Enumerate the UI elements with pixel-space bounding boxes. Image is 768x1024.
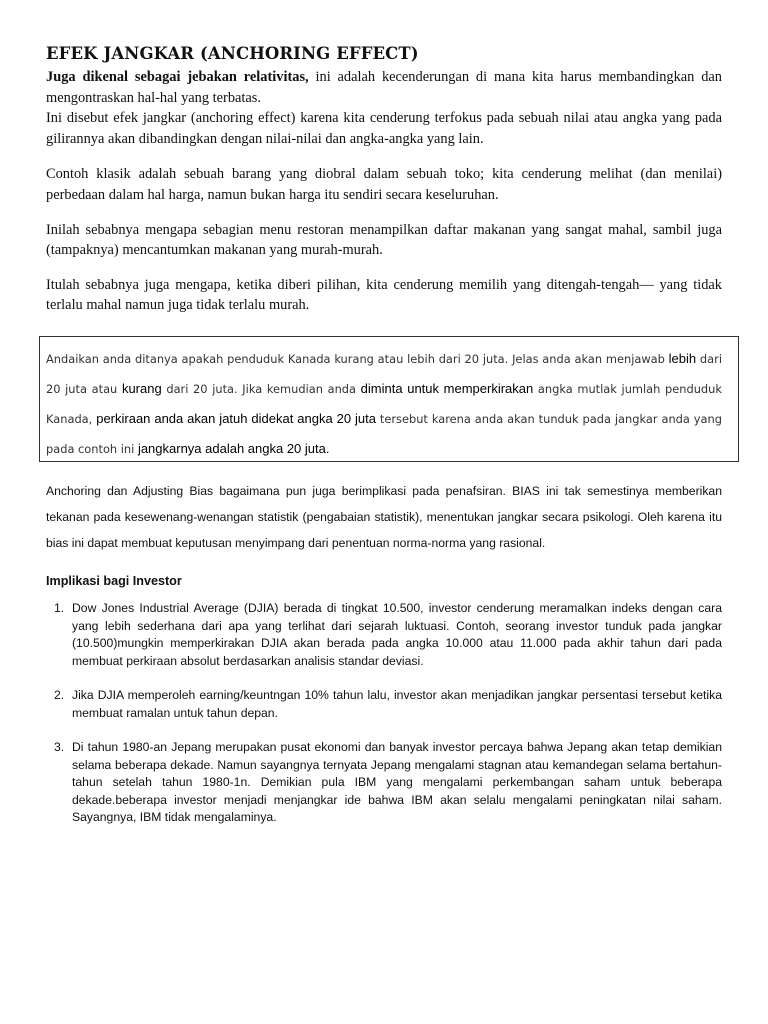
- box-highlight-lebih: lebih: [668, 351, 697, 366]
- box-text-4: angka mutlak jumlah penduduk Kanada,: [46, 382, 722, 426]
- list-item-number: 1.: [54, 601, 65, 615]
- box-highlight-kurang: kurang: [121, 381, 162, 396]
- box-text-5: tersebut karena anda akan tunduk pada jangkar anda yang pada contoh ini: [46, 412, 722, 456]
- intro-lead: Juga dikenal sebagai jebakan relativitas,: [46, 69, 309, 85]
- implikasi-list: [46, 600, 722, 827]
- list-item: [46, 739, 722, 827]
- list-item: [46, 600, 722, 670]
- list-item-text: Dow Jones Industrial Average (DJIA) berada di tingkat 10.500, investor cenderung meramalkan indeks dengan cara yang lebih sederhana dari apa yang terlihat dari sejarah luktuasi. Contoh, seorang investor tunduk pada jangkar (10.500)mungkin memperkirakan DJIA akan berada pada angka 10.000 atau 11.000 pada akhir tahun dari pada membuat perkiraan absolut berdasarkan analisis standar deviasi.: [72, 601, 722, 668]
- intro-paragraph: [46, 67, 722, 149]
- paragraph-contoh: Contoh klasik adalah sebuah barang yang diobral dalam sebuah toko; kita cenderung melihat (dan menilai) perbedaan dalam hal harga, namun bukan harga itu sendiri secara keseluruhan.: [46, 166, 722, 203]
- box-text-3: dari 20 juta. Jika kemudian anda: [161, 382, 361, 396]
- list-item-number: 3.: [54, 740, 65, 754]
- document-page: [46, 44, 722, 316]
- paragraph-anchoring: Anchoring dan Adjusting Bias bagaimana pun juga berimplikasi pada penafsiran. BIAS ini tak semestinya memberikan tekanan pada kesewenang-wenangan statistik (pengabaian statistik), menentukan jangkar secara psikologi. Oleh karena itu bias ini dapat membuat keputusan menyimpang dari penentuan norma-norma yang rasional.: [46, 484, 722, 550]
- list-item-text: Di tahun 1980-an Jepang merupakan pusat ekonomi dan banyak investor percaya bahwa Jepang akan tetap demikian selama beberapa dekade. Namun sayangnya ternyata Jepang mengalami stagnan atau kemandegan selama bertahun-tahun setelah tahun 1980-1n. Demikian pula IBM yang mengalami perkembangan saham untuk beberapa dekade.beberapa investor menjadi menjangkar ide bahwa IBM akan selalu mengalami peningkatan nilai saham. Sayangnya, IBM tidak mengalaminya.: [72, 740, 722, 824]
- intro-line2: Ini disebut efek jangkar (anchoring effect) karena kita cenderung terfokus pada sebuah nilai atau angka yang pada gilirannya akan dibandingkan dengan nilai-nilai dan angka-angka yang lain.: [46, 110, 722, 147]
- paragraph-menu: Inilah sebabnya mengapa sebagian menu restoran menampilkan daftar makanan yang sangat mahal, sambil juga (tampaknya) mencantumkan makanan yang murah-murah.: [46, 221, 722, 259]
- page-title: EFEK JANGKAR (ANCHORING EFFECT): [46, 44, 419, 63]
- box-text-2: dari 20 juta atau: [46, 352, 722, 396]
- box-text-1: Andaikan anda ditanya apakah penduduk Kanada kurang atau lebih dari 20 juta. Jelas anda akan menjawab: [46, 352, 669, 366]
- list-item-number: 2.: [54, 688, 65, 702]
- intro-rest: ini adalah kecenderungan di mana kita harus membandingkan dan mengontraskan hal-hal yang terbatas.: [46, 69, 722, 106]
- list-item-text: Jika DJIA memperoleh earning/keuntngan 10% tahun lalu, investor akan menjadikan jangkar persentasi tersebut ketika membuat ramalan untuk tahun depan.: [72, 688, 722, 720]
- example-box-text: [46, 344, 722, 464]
- list-item: [46, 687, 722, 722]
- box-highlight-jangkar: jangkarnya adalah angka 20 juta.: [137, 441, 330, 456]
- paragraph-pilihan: Itulah sebabnya juga mengapa, ketika diberi pilihan, kita cenderung memilih yang ditengah-tengah— yang tidak terlalu mahal namun juga tidak terlalu murah.: [46, 276, 722, 314]
- box-highlight-perkiraan: perkiraan anda akan jatuh didekat angka 20 juta: [96, 411, 376, 426]
- implikasi-heading: Implikasi bagi Investor: [46, 574, 182, 588]
- box-highlight-diminta: diminta untuk memperkirakan: [360, 381, 534, 396]
